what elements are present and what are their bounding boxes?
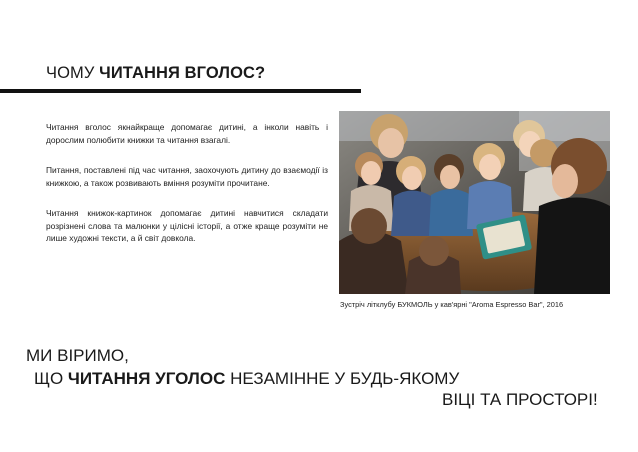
belief-line-2-prefix: ЩО [34, 369, 68, 388]
belief-line-2 [34, 369, 459, 389]
belief-line-1: МИ ВІРИМО, [26, 346, 129, 365]
section-heading [46, 64, 265, 83]
paragraph-reading-aloud: Читання вголос якнайкраще допомагає дитині, а інколи навіть і дорослим полюбити книжки та читання взагалі. [46, 122, 328, 145]
photo-children-reading [339, 111, 610, 294]
photo-illustration [339, 111, 610, 294]
heading-prefix: ЧОМУ [46, 64, 100, 82]
heading-bold: ЧИТАННЯ ВГОЛОС? [99, 64, 266, 82]
paragraph-questions: Питання, поставлені під час читання, заохочують дитину до взаємодії із книжкою, а також розвивають вміння розуміти прочитане. [46, 165, 328, 188]
paragraph-picture-books: Читання книжок-картинок допомагає дитині навчитися складати розрізнені слова та малюнки у цілісні історії, а отже краще розуміти не лише художні тексти, а й світ довкола. [46, 208, 328, 244]
belief-line-2-bold: ЧИТАННЯ УГОЛОС [67, 369, 226, 388]
belief-line-3: ВІЦІ ТА ПРОСТОРІ! [442, 390, 598, 409]
heading-underline [0, 89, 361, 93]
belief-line-2-suffix: НЕЗАМІННЕ У БУДЬ-ЯКОМУ [225, 369, 460, 388]
photo-caption: Зустріч літклубу БУКМОЛЬ у кав'ярні "Aroma Espresso Bar", 2016 [340, 300, 564, 309]
